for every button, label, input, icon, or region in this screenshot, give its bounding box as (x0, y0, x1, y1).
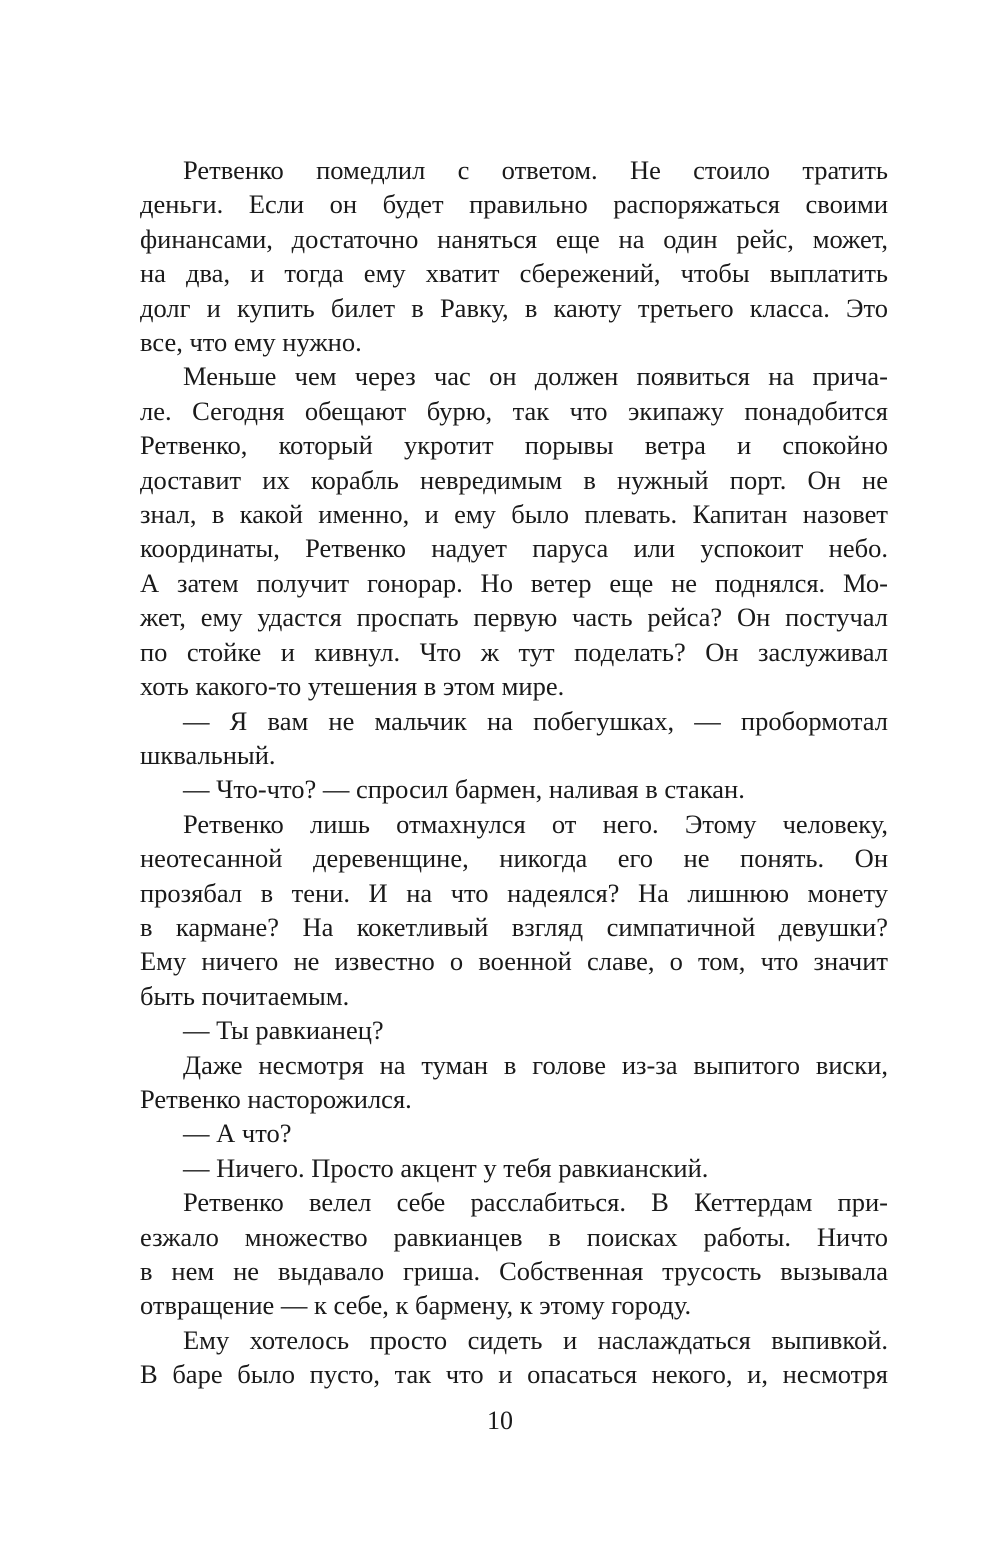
text-line: А затем получит гонорар. Но ветер еще не поднялся. Мо- (140, 567, 888, 598)
text-line: в кармане? На кокетливый взгляд симпатичной девушки? (140, 911, 888, 942)
text-line: на два, и тогда ему хватит сбережений, чтобы выплатить (140, 258, 888, 289)
text-line: Меньше чем через час он должен появиться на прича- (183, 361, 888, 392)
text-line: Ретвенко, который укротит порывы ветра и спокойно (140, 430, 888, 461)
text-line: знал, в какой именно, и ему было плевать. Капитан назовет (140, 499, 888, 530)
text-line: прозябал в тени. И на что надеялся? На лишнюю монету (140, 877, 888, 908)
text-line: езжало множество равкианцев в поисках работы. Ничто (140, 1221, 888, 1252)
text-line: финансами, достаточно наняться еще на один рейс, может, (140, 223, 888, 254)
text-line: хоть какого-то утешения в этом мире. (140, 671, 565, 702)
text-line: Даже несмотря на туман в голове из-за выпитого виски, (183, 1049, 888, 1080)
text-line: Ему ничего не известно о военной славе, о том, что значит (140, 946, 888, 977)
text-line: — Ты равкианец? (183, 1015, 384, 1046)
text-line: Ретвенко лишь отмахнулся от него. Этому человеку, (183, 808, 888, 839)
text-line: в нем не выдавало гриша. Собственная трусость вызывала (140, 1256, 888, 1286)
text-line: шквальный. (140, 739, 276, 770)
text-line: долг и купить билет в Равку, в каюту третьего класса. Это (140, 292, 888, 323)
text-line: координаты, Ретвенко надует паруса или успокоит небо. (140, 533, 888, 564)
text-line: быть почитаемым. (140, 980, 350, 1011)
text-line: деньги. Если он будет правильно распоряжаться своими (140, 189, 888, 220)
text-line: Ретвенко велел себе расслабиться. В Кеттердам при- (183, 1187, 888, 1218)
text-line: — Ничего. Просто акцент у тебя равкианский. (183, 1152, 709, 1183)
text-line: — А что? (183, 1118, 292, 1149)
text-line: — Что-что? — спросил бармен, наливая в стакан. (183, 774, 745, 805)
text-line: отвращение — к себе, к бармену, к этому городу. (140, 1290, 692, 1321)
text-line: жет, ему удастся проспать первую часть рейса? Он постучал (140, 602, 888, 633)
page-number: 10 (487, 1406, 513, 1435)
text-line: неотесанной деревенщине, никогда его не понять. Он (140, 843, 888, 874)
text-line: — Я вам не мальчик на побегушках, — пробормотал (183, 705, 888, 736)
text-line: Ретвенко помедлил с ответом. Не стоило тратить (183, 155, 888, 185)
body-text (140, 153, 888, 1392)
text-line: по стойке и кивнул. Что ж тут поделать? Он заслуживал (140, 636, 888, 667)
text-line: все, что ему нужно. (140, 327, 362, 358)
text-line: Ему хотелось просто сидеть и наслаждаться выпивкой. (183, 1324, 888, 1355)
text-line: Ретвенко насторожился. (140, 1083, 412, 1114)
text-line: ле. Сегодня обещают бурю, так что экипажу понадобится (140, 395, 888, 426)
text-line: доставит их корабль невредимым в нужный порт. Он не (140, 464, 888, 495)
text-line: В баре было пусто, так что и опасаться некого, и, несмотря (140, 1359, 888, 1390)
